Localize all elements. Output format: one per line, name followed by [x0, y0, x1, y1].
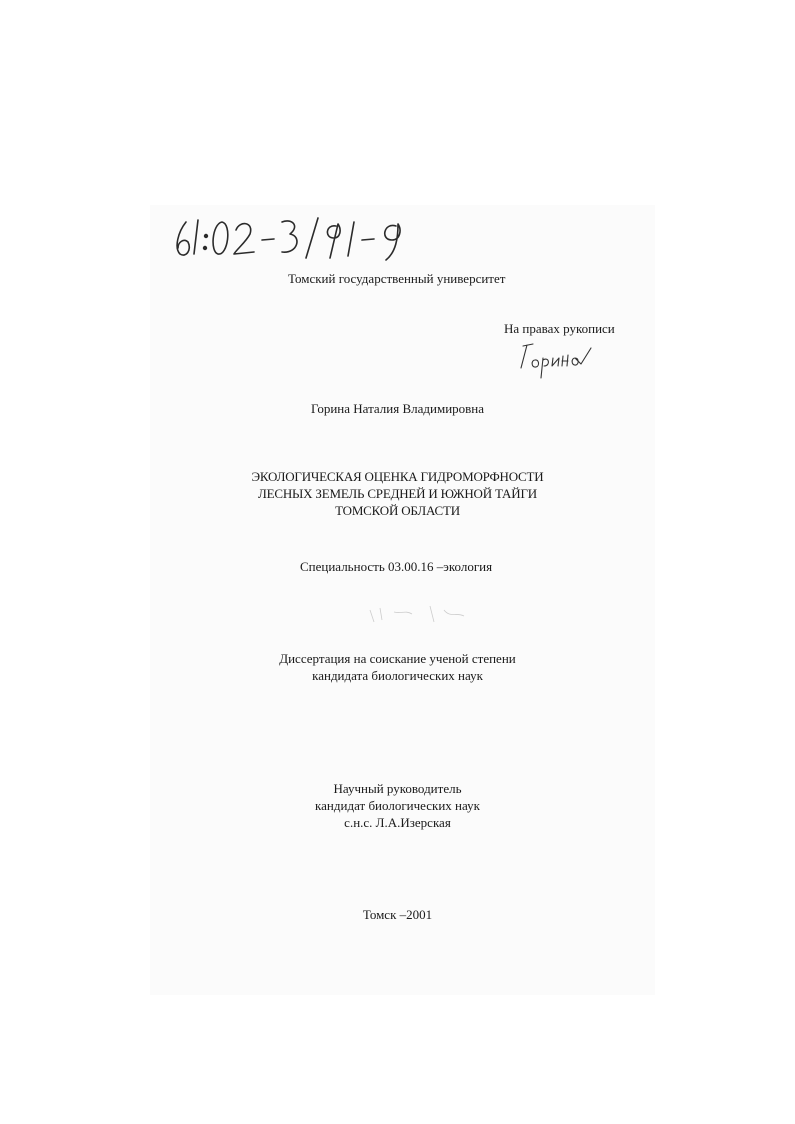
author-name: Горина Наталия Владимировна [310, 401, 485, 416]
university-name: Томский государственный университет [288, 271, 506, 286]
title-line: ЭКОЛОГИЧЕСКАЯ ОЦЕНКА ГИДРОМОРФНОСТИ [251, 469, 544, 484]
supervisor-line: кандидат биологических наук [315, 798, 480, 813]
title-line: ТОМСКОЙ ОБЛАСТИ [335, 503, 460, 518]
specialty-line: Специальность 03.00.16 –экология [300, 559, 493, 574]
supervisor-line: Научный руководитель [333, 781, 462, 796]
dissertation-title [0, 468, 795, 519]
degree-line: кандидата биологических наук [312, 668, 483, 683]
title-line: ЛЕСНЫХ ЗЕМЕЛЬ СРЕДНЕЙ И ЮЖНОЙ ТАЙГИ [258, 486, 537, 501]
place-and-year: Томск –2001 [362, 907, 433, 922]
handwritten-archive-number [170, 208, 430, 268]
supervisor-info [0, 780, 795, 831]
degree-line: Диссертация на соискание ученой степени [279, 651, 516, 666]
supervisor-line: с.н.с. Л.А.Изерская [344, 815, 451, 830]
degree-statement [0, 650, 795, 684]
author-signature [515, 338, 595, 383]
faint-stamp-mark [360, 600, 480, 630]
manuscript-rights-note: На правах рукописи [504, 321, 615, 336]
